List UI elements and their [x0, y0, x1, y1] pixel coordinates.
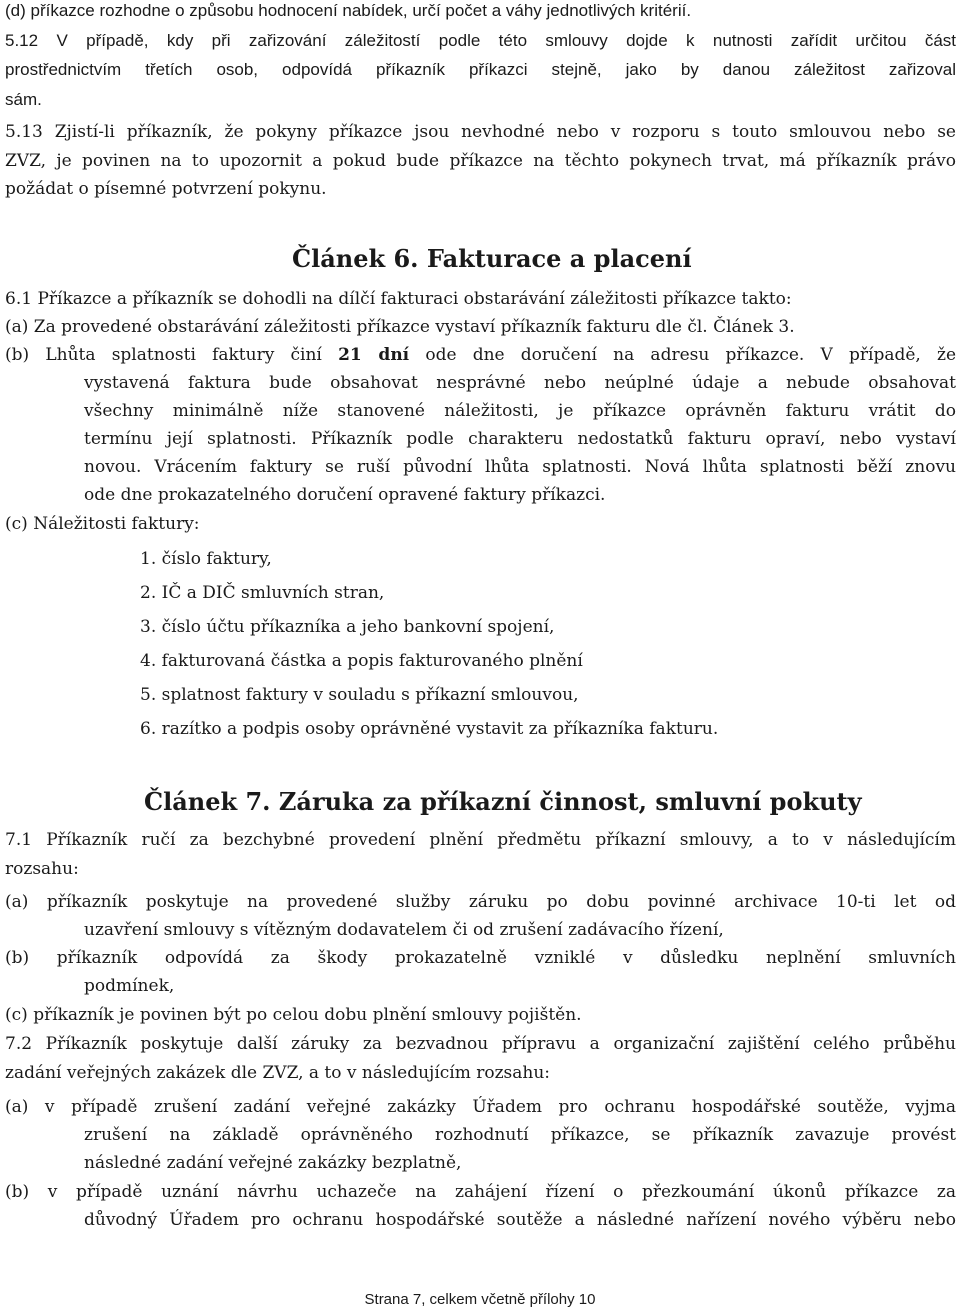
- article-7-heading: Článek 7. Záruka za příkazní činnost, smluvní pokuty: [144, 787, 862, 816]
- item-6-1-b-line-2: vystavená faktura bude obsahovat nesprávné nebo neúplné údaje a nebude obsahovat: [84, 373, 956, 393]
- item-7-1-b-line-2: podmínek,: [84, 976, 175, 996]
- item-6-1-a: (a) Za provedené obstarávání záležitosti příkazce vystaví příkazník fakturu dle čl. Článek 3.: [5, 317, 795, 337]
- article-6-heading: Článek 6. Fakturace a placení: [292, 244, 692, 273]
- item-7-1-a-line-2: uzavření smlouvy s vítězným dodavatelem či od zrušení zadávacího řízení,: [84, 920, 724, 940]
- item-6-1-b-line-6: ode dne prokazatelného doručení opravené faktury příkazci.: [84, 485, 606, 505]
- item-6-1-b-line-5: novou. Vrácením faktury se ruší původní lhůta splatnosti. Nová lhůta splatnosti běží znovu: [84, 457, 956, 477]
- item-5-11-d: (d) příkazce rozhodne o způsobu hodnocení nabídek, určí počet a váhy jednotlivých kritérií.: [5, 1, 692, 20]
- paragraph-5-12-line-3: sám.: [5, 90, 42, 109]
- paragraph-7-1-line-1: 7.1 Příkazník ručí za bezchybné provedení plnění předmětu příkazní smlouvy, a to v následujícím: [5, 830, 956, 850]
- item-6-1-b-text-start: (b) Lhůta splatnosti faktury činí: [5, 345, 322, 365]
- item-7-1-b-line-1: (b) příkazník odpovídá za škody prokazatelně vzniklé v důsledku neplnění smluvních: [5, 948, 956, 968]
- paragraph-7-1-line-2: rozsahu:: [5, 859, 79, 879]
- item-6-1-b-line-4: termínu její splatnosti. Příkazník podle charakteru nedostatků fakturu opraví, nebo vystaví: [84, 429, 956, 449]
- paragraph-5-12-line-2: prostřednictvím třetích osob, odpovídá příkazník příkazci stejně, jako by danou záležitost zařizoval: [5, 60, 956, 79]
- paragraph-5-13-line-3: požádat o písemné potvrzení pokynu.: [5, 179, 327, 199]
- item-7-2-b-line-1: (b) v případě uznání návrhu uchazeče na zahájení řízení o přezkoumání úkonů příkazce za: [5, 1182, 956, 1202]
- paragraph-7-2-line-2: zadání veřejných zakázek dle ZVZ, a to v následujícím rozsahu:: [5, 1063, 551, 1083]
- item-6-1-b-line-3: všechny minimálně níže stanovené náležitosti, je příkazce oprávněn fakturu vrátit do: [84, 401, 956, 421]
- paragraph-5-13-line-1: 5.13 Zjistí-li příkazník, že pokyny příkazce jsou nevhodné nebo v rozporu s touto smlouvou nebo se: [5, 122, 956, 142]
- invoice-requirement-3: 3. číslo účtu příkazníka a jeho bankovní spojení,: [140, 617, 555, 637]
- page-footer: Strana 7, celkem včetně přílohy 10: [364, 1291, 596, 1308]
- item-7-1-a-line-1: (a) příkazník poskytuje na provedené služby záruku po dobu povinné archivace 10-ti let od: [5, 892, 956, 912]
- invoice-requirement-1: 1. číslo faktury,: [140, 549, 272, 569]
- item-7-1-c: (c) příkazník je povinen být po celou dobu plnění smlouvy pojištěn.: [5, 1005, 582, 1025]
- paragraph-5-12-line-1: 5.12 V případě, kdy při zařizování záležitostí podle této smlouvy dojde k nutnosti zařídit určitou část: [5, 31, 956, 50]
- paragraph-7-2-line-1: 7.2 Příkazník poskytuje další záruky za bezvadnou přípravu a organizační zajištění celého průběhu: [5, 1034, 956, 1054]
- paragraph-5-13-line-2: ZVZ, je povinen na to upozornit a pokud bude příkazce na těchto pokynech trvat, má příkazník právo: [5, 151, 956, 171]
- item-7-2-a-line-2: zrušení na základě oprávněného rozhodnutí příkazce, se příkazník zavazuje provést: [84, 1125, 956, 1145]
- item-6-1-c: (c) Náležitosti faktury:: [5, 514, 200, 534]
- item-7-2-a-line-1: (a) v případě zrušení zadání veřejné zakázky Úřadem pro ochranu hospodářské soutěže, vyjma: [5, 1097, 956, 1117]
- item-6-1-b-line-1: [5, 344, 956, 366]
- paragraph-6-1: 6.1 Příkazce a příkazník se dohodli na dílčí fakturaci obstarávání záležitosti příkazce takto:: [5, 289, 792, 309]
- invoice-requirement-5: 5. splatnost faktury v souladu s příkazní smlouvou,: [140, 685, 579, 705]
- payment-term-value: 21 dní: [338, 345, 410, 365]
- invoice-requirement-6: 6. razítko a podpis osoby oprávněné vystavit za příkazníka fakturu.: [140, 719, 719, 739]
- item-7-2-a-line-3: následné zadání veřejné zakázky bezplatně,: [84, 1153, 462, 1173]
- item-7-2-b-line-2: důvodný Úřadem pro ochranu hospodářské soutěže a následné nařízení nového výběru nebo: [84, 1210, 956, 1230]
- invoice-requirement-4: 4. fakturovaná částka a popis fakturovaného plnění: [140, 651, 583, 671]
- invoice-requirement-2: 2. IČ a DIČ smluvních stran,: [140, 583, 385, 603]
- item-6-1-b-text-end: ode dne doručení na adresu příkazce. V případě, že: [425, 345, 957, 365]
